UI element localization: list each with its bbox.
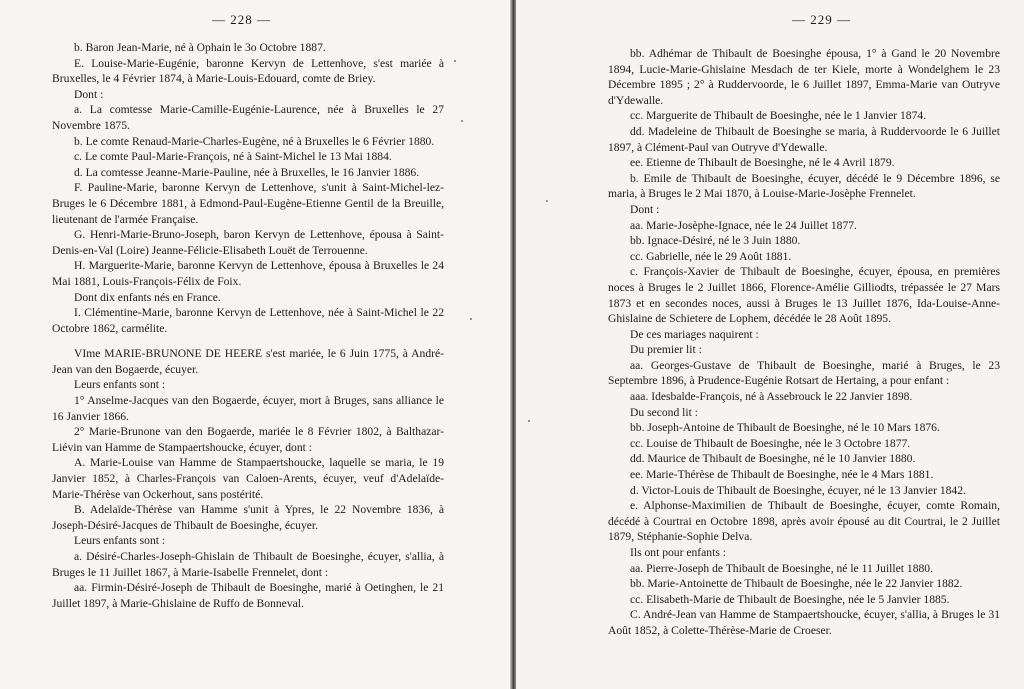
paragraph: d. La comtesse Jeanne-Marie-Pauline, née à Bruxelles, le 16 Janvier 1886. [74,165,420,179]
paragraph: bb. Joseph-Antoine de Thibault de Boesinghe, né le 10 Mars 1876. [630,421,940,435]
paragraph: Dont : [74,87,104,101]
paragraph: e. Alphonse-Maximilien de Thibault de Boesinghe, écuyer, comte Romain, décédé à Courtrai en Octobre 1898, après avoir épousé au dit Courtrai, le 2 Juillet 1879, Stéphanie-Sophie Delva. [608,499,1000,544]
paragraph: aa. Georges-Gustave de Thibault de Boesinghe, marié à Bruges, le 23 Septembre 1896, à Prudence-Eugénie Rotsart de Hertaing, a pour enfant : [608,358,1000,388]
right-page [516,0,1024,689]
paragraph: c. Le comte Paul-Marie-François, né à Saint-Michel le 13 Mai 1884. [74,150,392,164]
paragraph: dd. Maurice de Thibault de Boesinghe, né le 10 Janvier 1880. [630,452,916,466]
left-page-number: — 228 — [212,12,271,27]
paragraph: c. François-Xavier de Thibault de Boesinghe, écuyer, épousa, en premières noces à Bruges le 2 Juillet 1866, Florence-Amélie Gilliodts, trépassée le 27 Mars 1873 et en secondes noces, aussi à Bruges le 13 Juillet 1876, Ida-Louise-Anne-Ghislaine de Schietere de Lophem, décédée le 28 Août 1895. [608,265,1000,326]
paragraph: F. Pauline-Marie, baronne Kervyn de Lettenhove, s'unit à Saint-Michel-lez-Bruges le 6 Décembre 1881, à Edmond-Paul-Eugène-Etienne Gentil de la Breuille, lieutenant de l'armée Française. [52,181,444,226]
paragraph: Leurs enfants sont : [74,534,166,548]
right-page-text [608,46,1000,639]
paragraph: ee. Etienne de Thibault de Boesinghe, né le 4 Avril 1879. [630,156,895,170]
paragraph: a. Désiré-Charles-Joseph-Ghislain de Thibault de Boesinghe, écuyer, s'allia, à Bruges le 11 Juillet 1867, à Marie-Isabelle Frennelet, dont : [52,550,444,579]
paragraph: Du second lit : [630,405,698,419]
paragraph: cc. Gabrielle, née le 29 Août 1881. [630,249,792,263]
paragraph: De ces mariages naquirent : [630,327,759,341]
paragraph: b. Emile de Thibault de Boesinghe, écuyer, décédé le 9 Décembre 1896, se maria, à Bruges le 2 Mai 1870, à Louise-Marie-Josèphe Frennelet. [608,171,1000,201]
scan-speck [546,200,548,202]
paragraph: Du premier lit : [630,343,702,357]
paragraph: bb. Marie-Antoinette de Thibault de Boesinghe, née le 22 Janvier 1882. [630,577,963,591]
paragraph: I. Clémentine-Marie, baronne Kervyn de Lettenhove, née à Saint-Michel le 22 Octobre 1862, carmélite. [52,306,444,335]
paragraph: 1° Anselme-Jacques van den Bogaerde, écuyer, mort à Bruges, sans alliance le 16 Janvier 1866. [52,394,444,423]
paragraph: Ils ont pour enfants : [630,546,726,559]
paragraph: G. Henri-Marie-Bruno-Joseph, baron Kervyn de Lettenhove, épousa à Saint-Denis-en-Val (Loire) Jeanne-Félicie-Elisabeth Louët de Terrouenne. [52,228,444,257]
scan-speck [470,318,472,320]
paragraph: aa. Marie-Josèphe-Ignace, née le 24 Juillet 1877. [630,218,857,232]
paragraph: Leurs enfants sont : [74,378,166,392]
paragraph: dd. Madeleine de Thibault de Boesinghe se maria, à Ruddervoorde le 6 Juillet 1897, à Clément-Paul van Outryve d'Ydewalle. [608,124,1000,154]
paragraph: Dont dix enfants nés en France. [74,290,221,304]
paragraph: bb. Ignace-Désiré, né le 3 Juin 1880. [630,234,801,248]
scan-speck [454,60,456,62]
paragraph: a. La comtesse Marie-Camille-Eugénie-Laurence, née à Bruxelles le 27 Novembre 1875. [52,103,444,132]
scan-speck [461,120,463,122]
paragraph: H. Marguerite-Marie, baronne Kervyn de Lettenhove, épousa à Bruxelles le 24 Mai 1881, Louis-François-Félix de Foix. [52,259,444,288]
paragraph: cc. Louise de Thibault de Boesinghe, née le 3 Octobre 1877. [630,436,911,450]
paragraph: A. Marie-Louise van Hamme de Stampaertshoucke, laquelle se maria, le 19 Janvier 1852, à Charles-François van Caloen-Arents, écuyer, veuf d'Adelaïde-Marie-Thérèse van Ockerhout, sans postérité. [52,456,444,501]
paragraph: b. Baron Jean-Marie, né à Ophain le 3o Octobre 1887. [74,41,326,54]
paragraph: cc. Marguerite de Thibault de Boesinghe, née le 1 Janvier 1874. [630,109,927,123]
paragraph: E. Louise-Marie-Eugénie, baronne Kervyn de Lettenhove, s'est mariée à Bruxelles, le 4 Février 1874, à Marie-Louis-Edouard, comte de Briey. [52,56,444,86]
paragraph: bb. Adhémar de Thibault de Boesinghe épousa, 1° à Gand le 20 Novembre 1894, Lucie-Marie-Ghislaine Mesdach de ter Kiele, morte à Wondelghem le 23 Décembre 1895 ; 2° à Ruddervoorde, le 6 Juillet 1897, Emma-Marie van Outryve d'Ydewalle. [608,47,1000,107]
paragraph: VIme MARIE-BRUNONE DE HEERE s'est mariée, le 6 Juin 1775, à André-Jean van den Bogaerde, écuyer. [52,347,444,376]
paragraph: aa. Firmin-Désiré-Joseph de Thibault de Boesinghe, marié à Oetinghen, le 21 Juillet 1897, à Marie-Ghislaine de Ruffo de Bonneval. [52,581,444,610]
paragraph: C. André-Jean van Hamme de Stampaertshoucke, écuyer, s'allia, à Bruges le 31 Août 1852, à Colette-Thérèse-Marie de Croeser. [608,608,1000,637]
paragraph: aaa. Idesbalde-François, né à Assebrouck le 22 Janvier 1898. [630,390,913,404]
paragraph: aa. Pierre-Joseph de Thibault de Boesinghe, né le 11 Juillet 1880. [630,561,933,575]
paragraph: d. Victor-Louis de Thibault de Boesinghe, écuyer, né le 13 Janvier 1842. [630,483,966,497]
paragraph: cc. Elisabeth-Marie de Thibault de Boesinghe, née le 5 Janvier 1885. [630,592,950,606]
paragraph: b. Le comte Renaud-Marie-Charles-Eugène, né à Bruxelles le 6 Février 1880. [74,134,435,148]
right-page-number: — 229 — [792,12,851,27]
paragraph: ee. Marie-Thérèse de Thibault de Boesinghe, née le 4 Mars 1881. [630,468,934,482]
scan-speck [528,420,530,422]
paragraph: Dont : [630,202,660,216]
paragraph: B. Adelaïde-Thérèse van Hamme s'unit à Ypres, le 22 Novembre 1836, à Joseph-Désiré-Jacques de Thibault de Boesinghe, écuyer. [52,503,444,532]
paragraph: 2° Marie-Brunone van den Bogaerde, mariée le 8 Février 1802, à Balthazar-Liévin van Hamme de Stampaertshoucke, écuyer, dont : [52,425,444,454]
left-page-text [52,40,444,611]
